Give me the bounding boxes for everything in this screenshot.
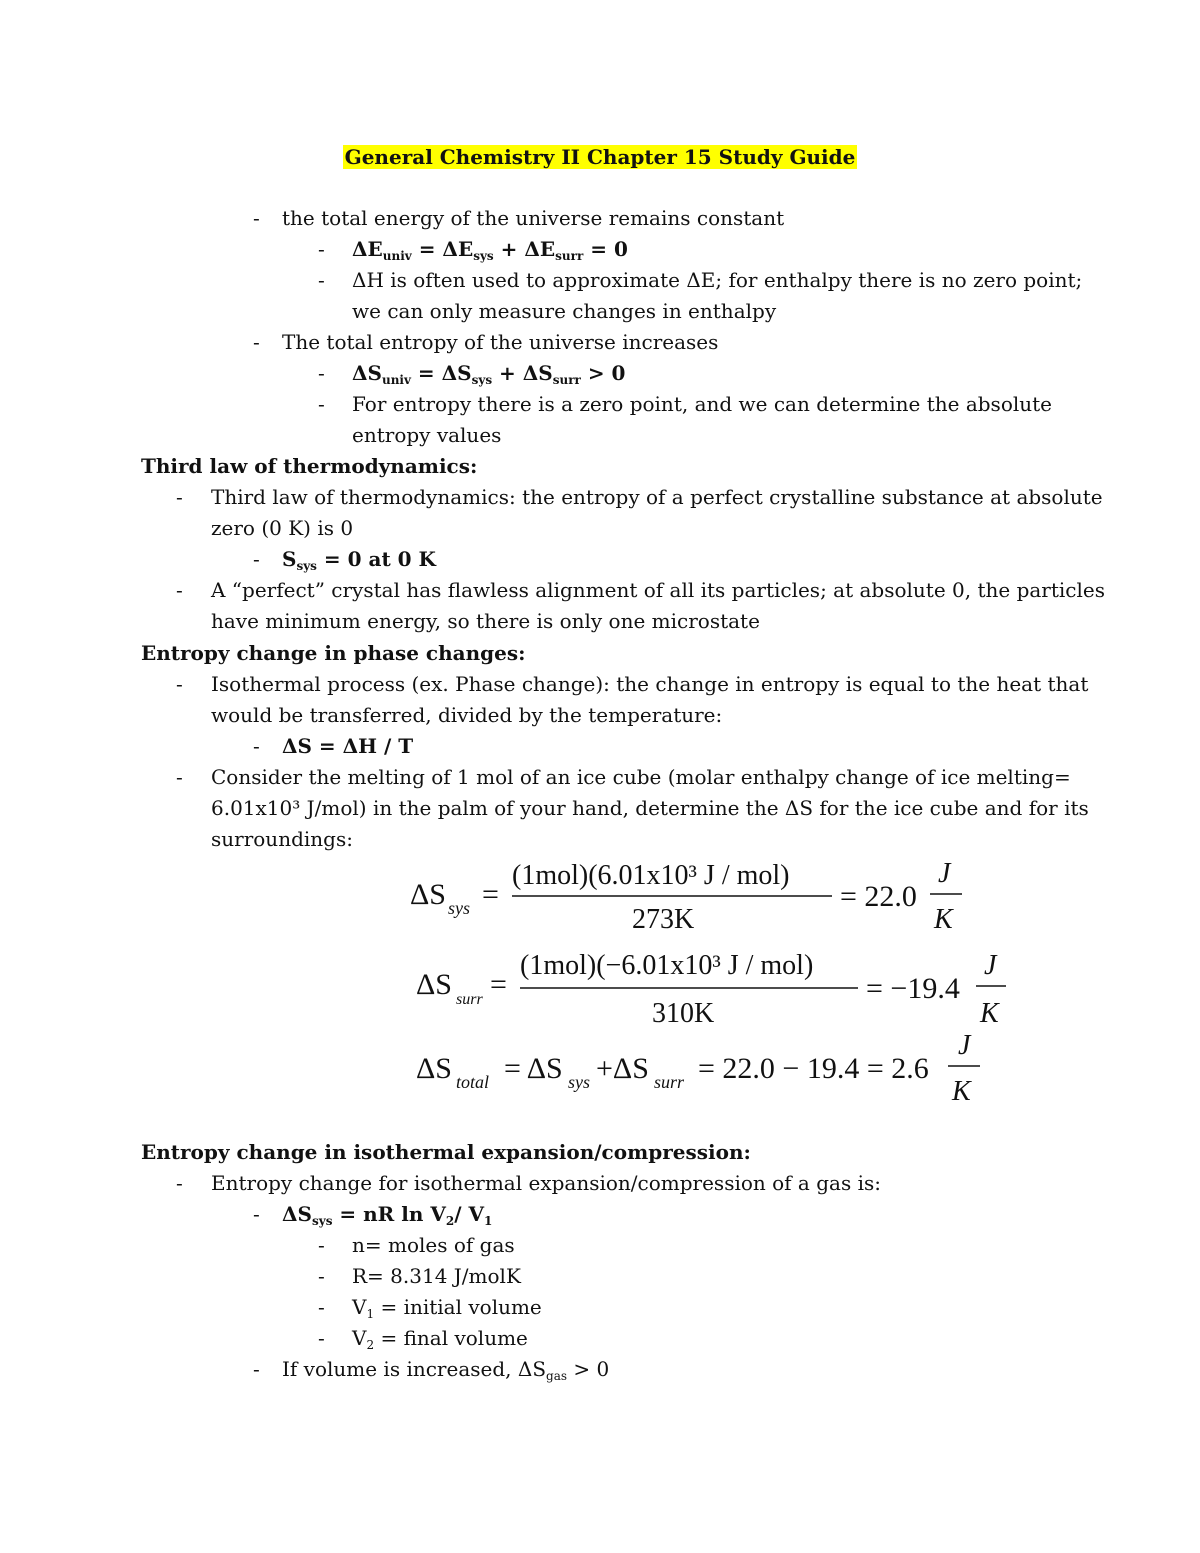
variable-r: R= 8.314 J/molK <box>352 1264 521 1288</box>
bullet-dash: - <box>318 392 325 416</box>
crystal-line2: have minimum energy, so there is only one microstate <box>211 609 760 633</box>
bullet-dash: - <box>318 237 325 261</box>
bullet-dash: - <box>253 734 260 758</box>
total-subscript: total <box>456 1072 490 1092</box>
bullet-dash: - <box>318 1233 325 1257</box>
bullet-dash: - <box>176 1171 183 1195</box>
bullet-dash: - <box>176 765 183 789</box>
third-law-def-line1: Third law of thermodynamics: the entropy of a perfect crystalline substance at absolute <box>211 485 1103 509</box>
bullet-dash: - <box>318 361 325 385</box>
sys-delta-s: ΔS <box>410 878 446 911</box>
surr-numerator: (1mol)(−6.01x10³ J / mol) <box>520 950 814 981</box>
bullet-dash: - <box>318 268 325 292</box>
bullet-dash: - <box>253 206 260 230</box>
total-delta-s: ΔS <box>416 1052 452 1085</box>
entropy-zero-line1: For entropy there is a zero point, and we can determine the absolute <box>352 392 1053 416</box>
entropy-zero-line2: entropy values <box>352 423 502 447</box>
third-law-heading: Third law of thermodynamics: <box>141 454 478 478</box>
expansion-description: Entropy change for isothermal expansion/compression of a gas is: <box>211 1171 881 1195</box>
sys-subscript: sys <box>448 898 470 918</box>
ice-line3: surroundings: <box>211 827 353 851</box>
variable-n: n= moles of gas <box>352 1233 515 1257</box>
surr-delta-s: ΔS <box>416 968 452 1001</box>
sys-equals: = <box>482 878 499 911</box>
total-result: = 22.0 − 19.4 = 2.6 <box>698 1052 929 1085</box>
sys-denominator: 273K <box>632 904 695 935</box>
bullet-dash: - <box>176 672 183 696</box>
volume-increase-note: If volume is increased, $\Delta S_{gas} > 0$ <box>282 1357 610 1383</box>
ice-line2: 6.01x10³ J/mol) in the palm of your hand, determine the ΔS for the ice cube and for its <box>211 796 1089 820</box>
crystal-line1: A “perfect” crystal has flawless alignment of all its particles; at absolute 0, the particles <box>211 578 1105 602</box>
bullet-dash: - <box>176 578 183 602</box>
total-expr-sub1: sys <box>568 1072 590 1092</box>
bullet-dash: - <box>253 1357 260 1381</box>
phase-change-heading: Entropy change in phase changes: <box>141 641 526 665</box>
bullet-dash: - <box>253 330 260 354</box>
energy-equation: $\Delta E_{univ} = \Delta E_{sys} + \Delta E_{surr} = 0$ <box>352 237 628 263</box>
isothermal-line1: Isothermal process (ex. Phase change): the change in entropy is equal to the heat that <box>211 672 1089 696</box>
isothermal-line2: would be transferred, divided by the temperature: <box>211 703 723 727</box>
total-unit-den: K <box>952 1076 971 1107</box>
total-expression: = ΔS <box>504 1052 563 1085</box>
variable-v1: $V_1$ = initial volume <box>352 1295 542 1321</box>
bullet-dash: - <box>318 1326 325 1350</box>
surr-equals: = <box>490 968 507 1001</box>
third-law-def-line2: zero (0 K) is 0 <box>211 516 354 540</box>
energy-statement: the total energy of the universe remains constant <box>282 206 785 230</box>
entropy-statement: The total entropy of the universe increases <box>282 330 719 354</box>
surr-result: = −19.4 <box>866 972 960 1005</box>
total-unit-num: J <box>958 1030 971 1061</box>
phase-equation: ΔS = ΔH / T <box>282 734 414 758</box>
bullet-dash: - <box>318 1264 325 1288</box>
bullet-dash: - <box>176 485 183 509</box>
bullet-dash: - <box>318 1295 325 1319</box>
sys-result: = 22.0 <box>840 880 917 913</box>
entropy-calculation <box>400 852 1040 1112</box>
surr-subscript: surr <box>456 991 483 1008</box>
entropy-equation: $\Delta S_{univ} = \Delta S_{sys} + \Delta S_{surr} > 0$ <box>352 361 626 387</box>
third-law-equation: $S_{sys} = 0$ at 0 K <box>282 547 436 573</box>
bullet-dash: - <box>253 1202 260 1226</box>
expansion-equation: $\Delta S_{sys}$ = nR $\ln V_2/$ $V_1$ <box>282 1202 493 1228</box>
bullet-dash: - <box>253 547 260 571</box>
sys-unit-num: J <box>938 858 951 889</box>
surr-unit-num: J <box>984 950 997 981</box>
isothermal-expansion-heading: Entropy change in isothermal expansion/compression: <box>141 1140 751 1164</box>
enthalpy-note-line2: we can only measure changes in enthalpy <box>352 299 777 323</box>
sys-unit-den: K <box>934 904 953 935</box>
sys-numerator: (1mol)(6.01x10³ J / mol) <box>512 860 790 891</box>
total-plus: +ΔS <box>596 1052 649 1085</box>
surr-denominator: 310K <box>652 998 715 1029</box>
enthalpy-note-line1: ΔH is often used to approximate ΔE; for enthalpy there is no zero point; <box>352 268 1083 292</box>
page-title: General Chemistry II Chapter 15 Study Guide <box>344 145 856 169</box>
variable-v2: $V_2$ = final volume <box>352 1326 528 1352</box>
total-expr-sub2: surr <box>654 1072 685 1092</box>
surr-unit-den: K <box>980 998 999 1029</box>
ice-line1: Consider the melting of 1 mol of an ice cube (molar enthalpy change of ice melting= <box>211 765 1071 789</box>
